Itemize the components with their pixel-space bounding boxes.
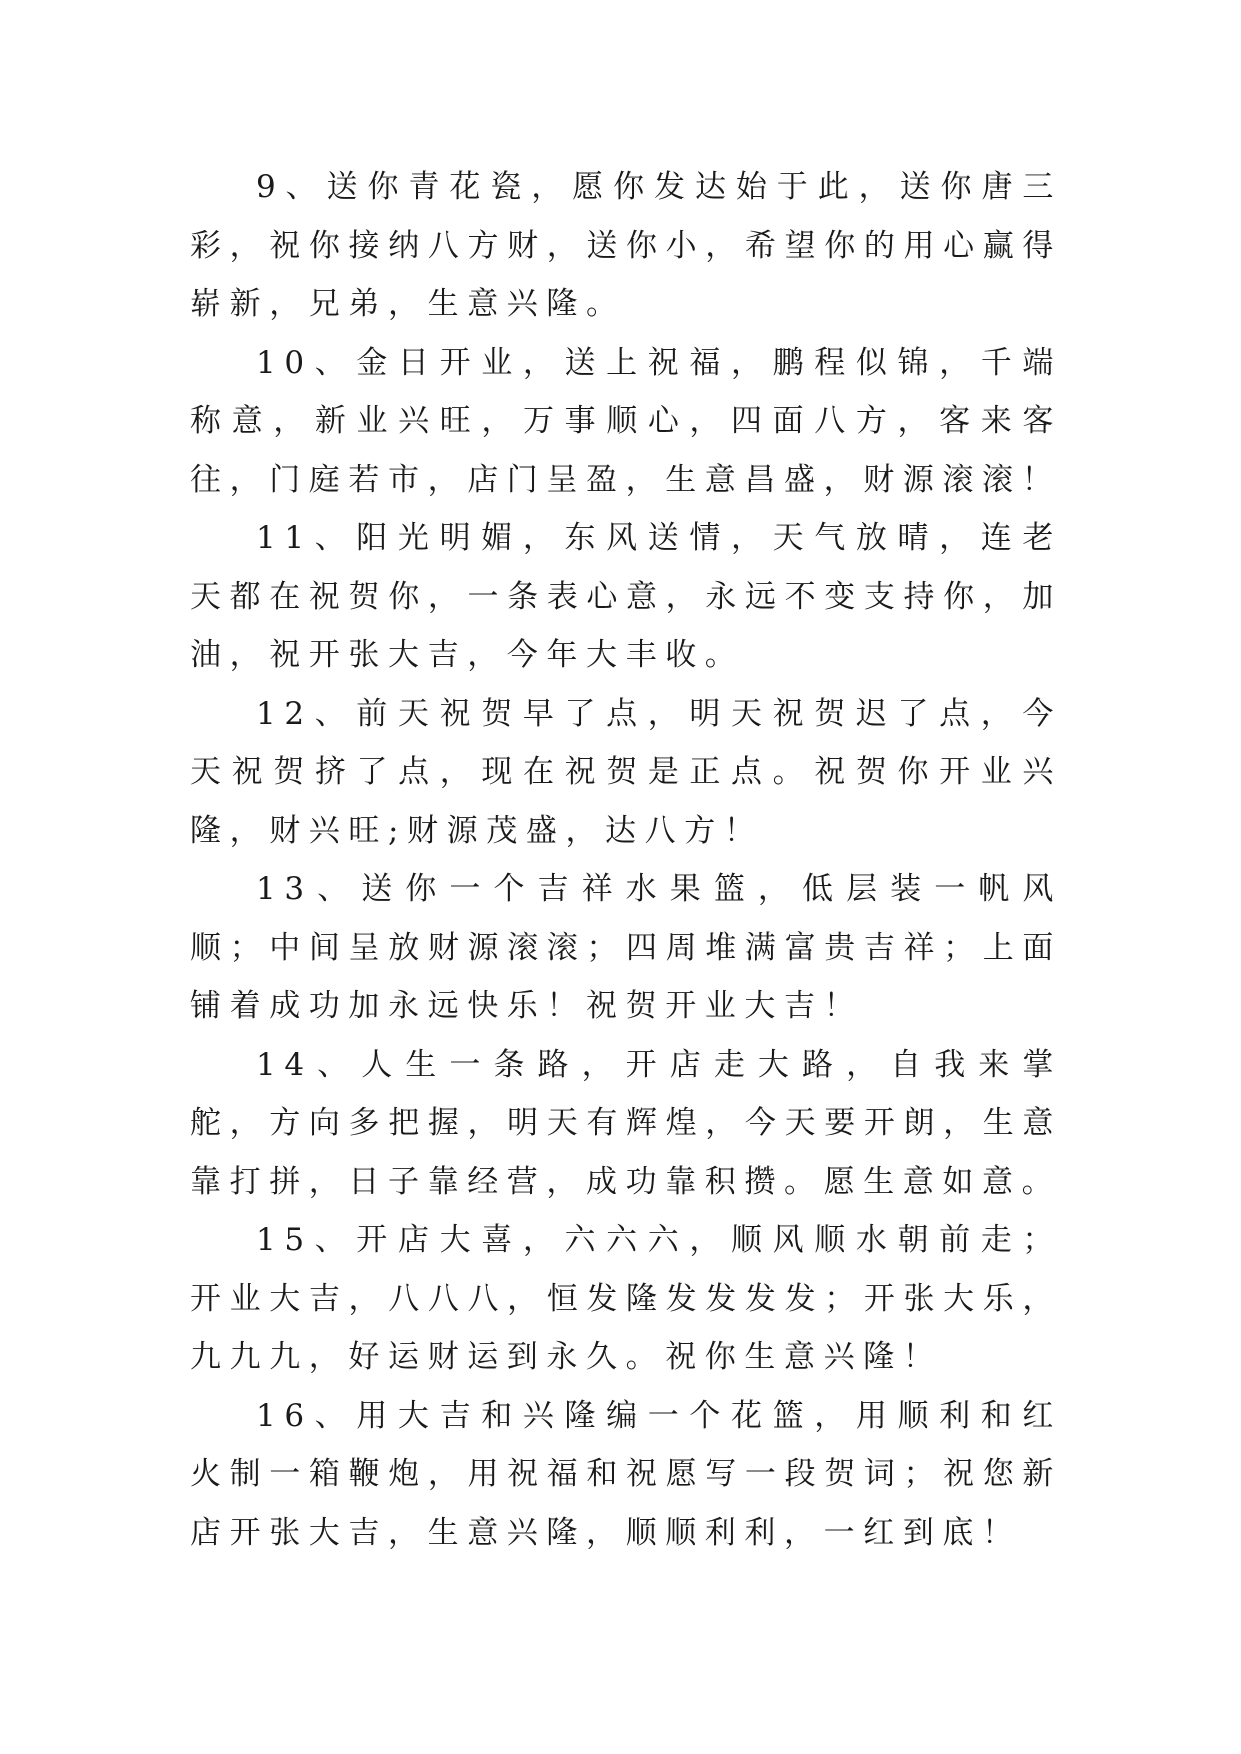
paragraph-10: 10、金日开业，送上祝福，鹏程似锦，千端称意，新业兴旺，万事顺心，四面八方，客来客往，门庭若市，店门呈盈，生意昌盛，财源滚滚！ (190, 344, 1062, 498)
paragraph-16: 16、用大吉和兴隆编一个花篮，用顺利和红火制一箱鞭炮，用祝福和祝愿写一段贺词；祝您新店开张大吉，生意兴隆，顺顺利利，一红到底！ (190, 1397, 1062, 1551)
paragraph-11: 11、阳光明媚，东风送情，天气放晴，连老天都在祝贺你，一条表心意，永远不变支持你，加油，祝开张大吉，今年大丰收。 (190, 520, 1062, 673)
paragraph-13: 13、送你一个吉祥水果篮，低层装一帆风顺；中间呈放财源滚滚；四周堆满富贵吉祥；上面铺着成功加永远快乐！祝贺开业大吉！ (190, 871, 1062, 1024)
paragraph-9: 9、送你青花瓷，愿你发达始于此，送你唐三彩，祝你接纳八方财，送你小，希望你的用心赢得崭新，兄弟，生意兴隆。 (190, 169, 1062, 322)
paragraph-12: 12、前天祝贺早了点，明天祝贺迟了点，今天祝贺挤了点，现在祝贺是正点。祝贺你开业兴隆，财兴旺;财源茂盛，达八方！ (190, 695, 1062, 849)
paragraph-14: 14、人生一条路，开店走大路，自我来掌舵，方向多把握，明天有辉煌，今天要开朗，生意靠打拼，日子靠经营，成功靠积攒。愿生意如意。 (190, 1046, 1062, 1200)
document-body (190, 158, 1062, 1562)
paragraph-15: 15、开店大喜，六六六，顺风顺水朝前走；开业大吉，八八八，恒发隆发发发发；开张大乐，九九九，好运财运到永久。祝你生意兴隆！ (190, 1222, 1062, 1375)
